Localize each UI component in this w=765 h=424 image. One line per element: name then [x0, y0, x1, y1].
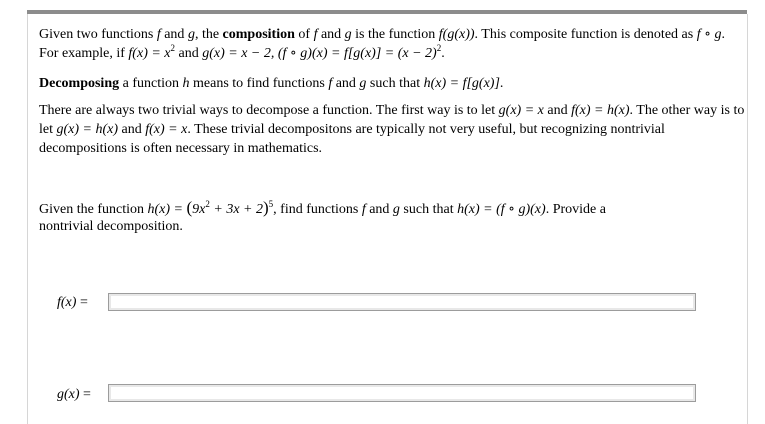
f-answer-input[interactable] — [108, 293, 696, 311]
label-text: g(x) — [57, 387, 80, 402]
text: and — [178, 46, 199, 61]
math-h: h — [182, 76, 190, 91]
text: There are always two trivial ways to decompose a function. The first way is to let — [39, 103, 496, 118]
text: and — [547, 103, 568, 118]
text: . — [721, 27, 725, 42]
g-answer-input[interactable] — [108, 384, 696, 402]
text: . These trivial decompositons are typically not very useful, but recognizing nontrivial — [187, 122, 665, 137]
text: such that — [369, 76, 421, 91]
math-question-eq: h(x) = (f ∘ g)(x) — [457, 202, 546, 217]
text: such that — [403, 202, 454, 217]
question-paragraph — [39, 198, 739, 236]
text: and — [320, 27, 342, 42]
text: . — [499, 76, 504, 91]
math-inner: + 3x + 2 — [209, 202, 263, 217]
g-answer-label — [57, 387, 91, 403]
term-decomposing: Decomposing — [39, 76, 120, 91]
math-g: g — [359, 76, 367, 91]
math-example: g(x) = x − 2, (f ∘ g)(x) = f[g(x)] = (x − 2) — [202, 46, 437, 61]
text: . The other way is to — [629, 103, 745, 118]
text: Given two functions — [39, 27, 154, 42]
text: . Provide a — [545, 202, 606, 217]
math-f: f — [313, 27, 318, 42]
text: let — [39, 122, 53, 137]
math-fx-def: f(x) = x — [128, 46, 171, 61]
math-eq: g(x) = h(x) — [56, 122, 119, 137]
paren: ( — [186, 198, 193, 217]
text: is the function — [355, 27, 436, 42]
text: nontrivial decomposition. — [39, 219, 183, 234]
math-fog: f ∘ g — [696, 27, 722, 42]
equals-sign: = — [83, 387, 91, 402]
term-composition: composition — [222, 27, 295, 42]
text: decompositions is often necessary in mathematics. — [39, 141, 323, 156]
math-g: g — [392, 202, 400, 217]
math-eq: f(x) = h(x) — [571, 103, 630, 118]
math-eq: g(x) = x — [498, 103, 544, 118]
math-inner: 9x — [192, 202, 206, 217]
problem-card — [27, 14, 748, 424]
math-f: f — [156, 27, 161, 42]
math-fgx: f(g(x)) — [438, 27, 475, 42]
label-text: f(x) — [57, 295, 77, 310]
text: and — [164, 27, 185, 42]
text: means to find functions — [193, 76, 325, 91]
text: a function — [122, 76, 179, 91]
text: , find functions — [273, 202, 359, 217]
equals-sign: = — [79, 295, 88, 310]
math-f: f — [361, 202, 366, 217]
paren: ) — [262, 198, 269, 217]
math-eq: f(x) = x — [145, 122, 188, 137]
math-hx: h(x) = — [147, 202, 183, 217]
exponent: 2 — [170, 43, 176, 53]
math-g: g — [187, 27, 195, 42]
text: and — [121, 122, 142, 137]
text: Given the function — [39, 202, 144, 217]
decomposition-paragraph — [39, 74, 739, 93]
trivial-paragraph — [39, 101, 745, 158]
text: and — [335, 76, 356, 91]
text: , the — [194, 27, 220, 42]
exponent: 2 — [205, 199, 210, 209]
math-decomp-eq: h(x) = f[g(x)] — [423, 76, 500, 91]
f-answer-label — [57, 295, 88, 311]
text: . This composite function is denoted as — [474, 27, 694, 42]
text: of — [298, 27, 311, 42]
exponent: 5 — [268, 199, 274, 209]
math-f: f — [328, 76, 333, 91]
text: and — [369, 202, 390, 217]
math-g: g — [344, 27, 352, 42]
exponent: 2 — [436, 43, 442, 53]
text: . — [441, 46, 445, 61]
intro-paragraph — [39, 25, 739, 63]
text: For example, if — [39, 46, 125, 61]
